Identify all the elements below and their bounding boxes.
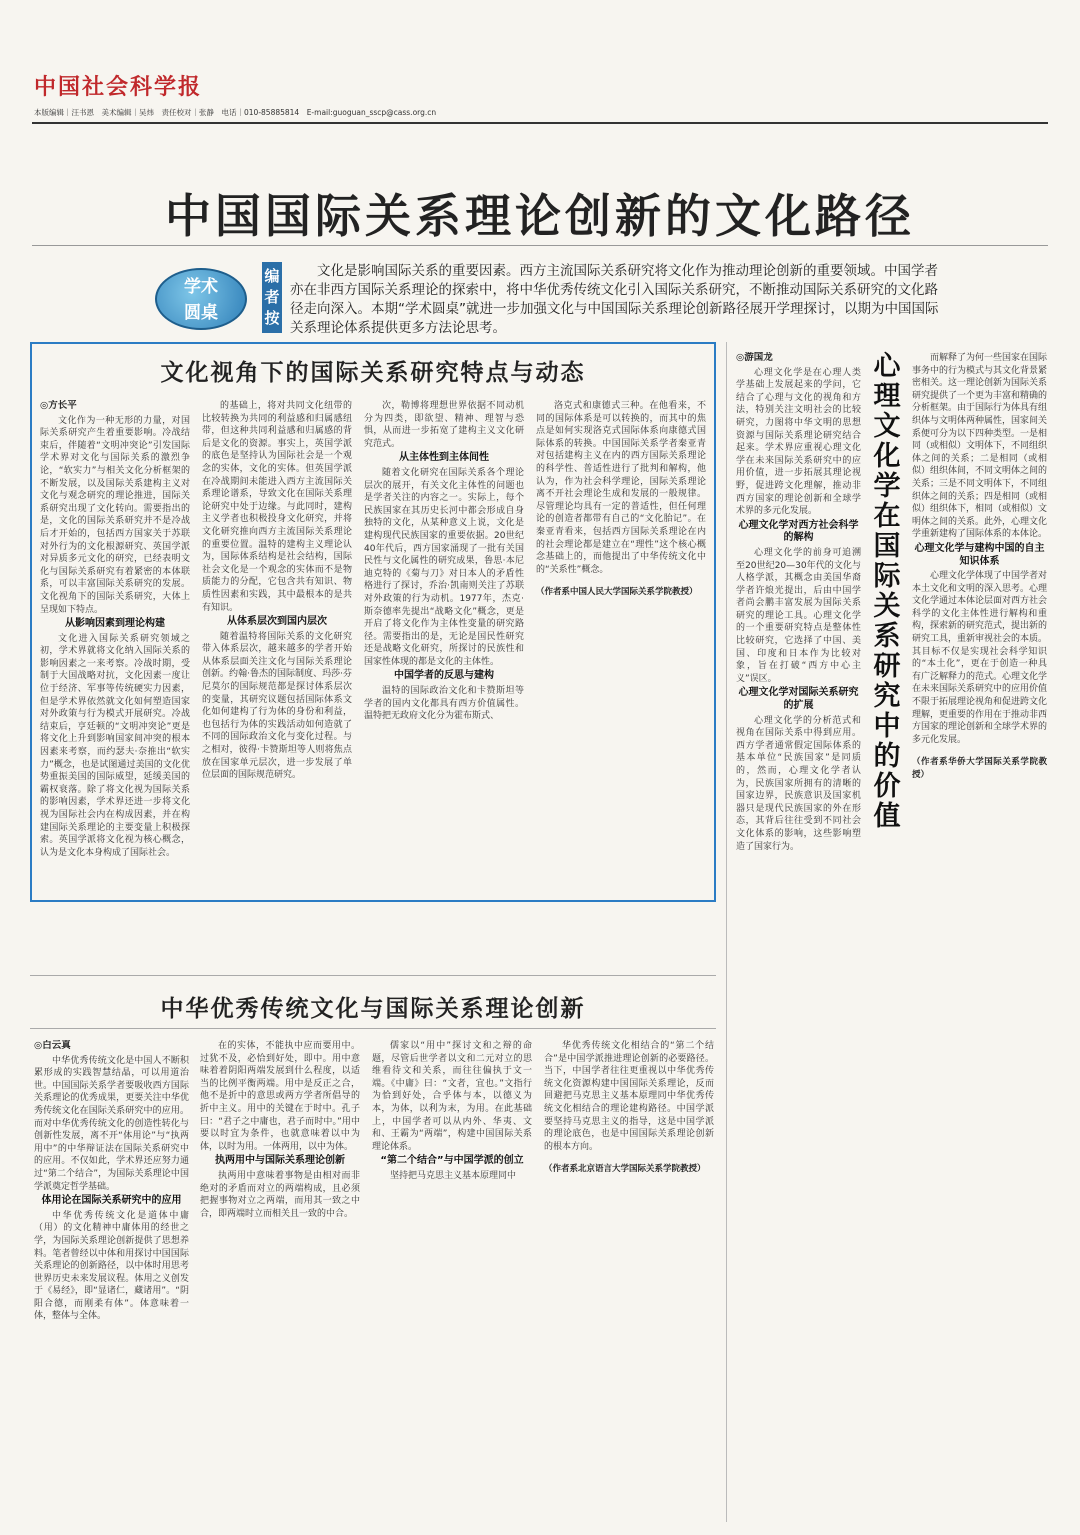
article-2-para: 在的实体，不能执中应而要用中。过犹不及，必恰到好处，即中。用中意味着着阴阳两端发展到什么程度，以适当的比例平衡两端。用中是反正之合，他不是折中的意思或两方学者所倡导的折中主义。用中的关键在于时中。孔子曰：“君子之中庸也，君子而时中。”用中要以时宜为条件，也就意味着以中为体，以时为用。一体两用，以中为体。 (200, 1041, 360, 1152)
article-1-subheading-2: 从体系层次到国内层次 (227, 616, 327, 628)
article-2-column-4 (544, 1040, 714, 1525)
editor-note: 文化是影响国际关系的重要因素。西方主流国际关系研究将文化作为推动理论创新的重要领域。中国学者亦在非西方国际关系理论的探索中，将中华优秀传统文化引入国际关系研究，不断推动国际关系研究的文化路径走向深入。本期“学术圆桌”就进一步加强文化与中国国际关系理论创新路径展开学理探讨，以期为中国国际关系理论体系提供更多方法论思考。 (290, 263, 939, 336)
article-2-column-2 (200, 1040, 360, 1525)
section-divider (30, 1028, 716, 1029)
article-2-subheading-3: “第二个结合”与中国学派的创立 (380, 1155, 524, 1167)
article-3-subheading-1: 心理文化学对西方社会科学的解构 (738, 519, 859, 544)
article-1-column-4 (536, 400, 706, 895)
article-2-para: 中华优秀传统文化是中国人不断积累形成的实践智慧结晶，可以用道治世。中国国际关系学者要吸收西方国际关系理论的优秀成果，更要关注中华优秀传统文化在国际关系研究中的应用。而对中华优秀传统文化的创造性转化与创新性发展，离不开“体用论”与“执两用中”的中华辩证法在国际关系研究中的应用。不仅如此，学术界还应努力通过“第二个结合”，为国际关系理论中国学派奠定哲学基础。 (34, 1055, 189, 1192)
editor-note-tag: 编者按 (262, 262, 282, 333)
article-3-para: 心理文化学是在心理人类学基础上发展起来的学问，它结合了心理与文化的视角和方法，特别关注文明社会的比较研究，力图将中华文明的思想资源与国际关系理论研究结合起来。学术界应重视心理文化学在未来国际关系研究中的应用价值，进一步拓展其理论视野，促进跨文化理解，推动非西方国家的理论创新和全球学术界的多元化发展。 (736, 367, 861, 517)
article-1-para: 文化进入国际关系研究领域之初，学术界就将文化纳入国际关系的影响因素之一来考察。冷战时期，受制于大国战略对抗，文化因素一度让位于经济、军事等传统硬实力因素，但是学术界依然就文化如何塑造国家对外政策与行为模式开展研究。冷战结束后，亨廷顿的“文明冲突论”更是将文化上升到影响国家间冲突的根本因素来考察，而约瑟夫·奈推出“软实力”概念，也是试图通过美国的文化优势重振美国的国际威望，延缓美国的霸权衰落。除了将文化视为国际关系的影响因素，学术界还进一步将文化视为国际社会内在构成因素，并在构建国际关系理论的主要变量上积极探索。英国学派将文化视为核心概念，认为是文化本身构成了国际社会。 (40, 633, 190, 858)
article-1-para: 随着温特将国际关系的文化研究带入体系层次，越来越多的学者开始从体系层面关注文化与国际关系理论创新。约翰·鲁杰的国际制度、玛莎·芬尼莫尔的国际规范都是探讨体系层次的变量，其研究议题包括国际体系文化如何建构了行为体的身份和利益，也包括行为体的实践活动如何造就了不同的国际政治文化与变化过程。与之相对，彼得·卡赞斯坦等人则将焦点放在国家单元层次，进一步发展了单位层面的国际规范研究。 (202, 631, 352, 781)
article-1-para: 文化作为一种无形的力量，对国际关系研究产生着重要影响。冷战结束后，伴随着“文明冲突论”引发国际学术界对文化与国际关系的激烈争论，“软实力”与相关文化分析框架的不断发展，以及国际关系建构主义对文化与观念研究的理论推进，国际关系研究出现了文化转向。需要指出的是，文化的国际关系研究并不是冷战后才开始的，包括西方国家关于苏联对外行为的文化根源研究、英国学派对异质多元文化的研究，已经表明文化与国际关系研究有着紧密的本体联系，可以丰富国际关系研究的发展。文化视角下的国际关系研究，大体上呈现如下特点。 (40, 415, 190, 615)
academic-roundtable-badge (155, 268, 247, 330)
article-1-column-3 (364, 400, 524, 895)
article-1-para: 洛克式和康德式三种。在他看来，不同的国际体系是可以转换的，而其中的焦点是如何实现洛克式国际体系向康德式国际体系的转换。中国国际关系学者秦亚青对包括建构主义在内的西方国际关系理论的科学性、普适性进行了批判和解构，他认为，作为社会科学理论，国际关系理论离不开社会理论生成和发展的一般规律。尽管理论均具有一定的普适性，但任何理论的创造者都带有自己的“文化胎记”。在秦亚青看来，包括西方国际关系理论在内的社会理论都是建立在“理性”这个核心概念基础上的，而他提出了中华传统文化中的“关系性”概念。 (536, 401, 706, 575)
title-divider (32, 245, 1048, 246)
article-1-subheading-3: 从主体性到主体间性 (399, 452, 489, 464)
article-2-column-3 (372, 1040, 532, 1525)
article-1-para: 次，勒博将理想世界依据不同动机分为四类，即欲望、精神、理智与恐惧，从而进一步拓宽了建构主义文化研究范式。 (364, 401, 524, 449)
article-3-title: 心理文化学在国际关系研究中的价值 (873, 351, 901, 832)
article-2-title: 中华优秀传统文化与国际关系理论创新 (160, 996, 586, 1022)
article-1-footnote: （作者系中国人民大学国际关系学院教授） (536, 587, 698, 598)
column-divider (726, 342, 727, 1522)
article-2-para: 华优秀传统文化相结合的“第二个结合”是中国学派推进理论创新的必要路径。当下，中国学者往往更重视以中华优秀传统文化资源构建中国国际关系理论，反而回避把马克思主义基本原理同中华优秀传统文化相结合的理论建构路径。中国学派要坚持马克思主义的指导，这是中国学派的理论底色，也是中国国际关系理论创新的根本方向。 (544, 1041, 714, 1152)
article-2-footnote: （作者系北京语言大学国际关系学院教授） (544, 1164, 706, 1175)
article-3-para: 心理文化学的前身可追溯至20世纪20—30年代的文化与人格学派，其概念由美国华裔学者许烺光提出，后由中国学者尚会鹏丰富发展为国际关系研究的理论工具。心理文化学的一个重要研究特点是整体性比较研究，它选择了中国、美国、印度和日本作为比较对象，旨在打破“西方中心主义”误区。 (736, 547, 861, 684)
article-3-para: 心理文化学的分析范式和视角在国际关系中得到应用。西方学者通常假定国际体系的基本单位“民族国家”是同质的，然而，心理文化学者认为，民族国家所拥有的清晰的国家边界，民族意识及国家机器只是现代民族国家的外在形态，其背后往往受到不同社会文化体系的影响，这些影响塑造了国家行为。 (736, 715, 861, 852)
article-2-para: 执两用中意味着事物是由相对而非绝对的矛盾而对立的两端构成，且必须把握事物对立之两端，而用其一致之中合，即两端时立而相关且一致的中合。 (200, 1170, 360, 1219)
article-2-subheading-1: 体用论在国际关系研究中的应用 (41, 1195, 182, 1207)
top-divider (32, 122, 1048, 124)
article-3-column-2 (912, 352, 1047, 1522)
badge-line-2: 圆桌 (184, 303, 218, 323)
article-1-author: ◎方长平 (40, 400, 77, 411)
article-1-subheading-4: 中国学者的反思与建构 (394, 670, 494, 682)
masthead: 中国社会科学报 (34, 74, 203, 100)
article-3-subheading-3: 心理文化学与建构中国的自主知识体系 (914, 542, 1045, 567)
article-3-author: ◎游国龙 (736, 352, 773, 363)
article-3-footnote: （作者系华侨大学国际关系学院教授） (912, 757, 1047, 780)
section-divider (30, 975, 716, 976)
article-1-para: 的基础上，将对共同文化纽带的比较转换为共同的利益感和归属感纽带，但这种共同利益感和归属感的背后是文化的资源。事实上，英国学派的底色是坚持认为国际社会是一个观念的实体，文化的实体。但英国学派在冷战期间未能进入西方主流国际关系理论谱系，导致文化在国际关系理论研究中处于边缘。与此同时，建构主义学者也积极投身文化研究，并将文化研究推向西方主流国际关系理论的重要位置。温特的建构主义理论认为，国际体系结构是社会结构，国际社会文化是一个观念的实体而不是物质能力的分配，它包含共有知识、物质性因素和实践，其中最根本的是共有知识。 (202, 401, 352, 613)
article-1-para: 温特的国际政治文化和卡赞斯坦等学者的国内文化都具有西方价值属性。温特把无政府文化分为霍布斯式、 (364, 686, 524, 722)
article-2-author: ◎白云真 (34, 1040, 71, 1051)
article-3-para: 而解释了为何一些国家在国际事务中的行为模式与其文化背景紧密相关。这一理论创新为国际关系研究提供了一个更为丰富和精确的分析框架。由于国际行为体具有组织体与文明体两种属性，国家间关系便可分为以下四种类型。一是相同（或相似）文明体下，不同组织体之间的关系；二是相同（或相似）组织体间，不同文明体之间的关系；三是不同文明体下，不同组织体之间的关系；四是相同（或相似）组织体下，相同（或相似）文明体之间的关系。此外，心理文化学重新建构了国际体系的本体论。 (912, 353, 1047, 540)
article-2-subheading-2: 执两用中与国际关系理论创新 (215, 1155, 345, 1167)
article-3-column-1 (736, 352, 861, 1522)
editors-line: 本版编辑｜汪书恩 美术编辑｜吴炜 责任校对｜张静 电话｜010-85885814 E-mail:guoguan_sscp@cass.org.cn (34, 108, 437, 117)
article-3-para: 心理文化学体现了中国学者对本土文化和文明的深入思考。心理文化学通过本体论层面对西方社会科学的文化主体性进行解构和重构，探索新的研究范式，提出新的研究工具，重新审视社会的本质。其目标不仅是实现社会科学知识的“本土化”，更在于创造一种具有广泛解释力的范式。心理文化学在未来国际关系研究中的应用价值不限于拓展理论视角和促进跨文化理解，更重要的作用在于推动非西方国家的理论创新和全球学术界的多元化发展。 (912, 571, 1047, 745)
page-title: 中国国际关系理论创新的文化路径 (165, 189, 915, 243)
article-2-column-1 (34, 1040, 189, 1525)
article-1-column-2 (202, 400, 352, 895)
article-2-para: 儒家以“用中”探讨文和之辩的命题，尽管后世学者以文和二元对立的思维看待文和关系，而往往偏执于文一端。《中庸》曰：“文者，宜也。”文指行为恰到好处，合乎体与本，以德义为本，为体，以利为末，为用。在此基础上，中国学者可以从内外、华夷、文和、王霸为“两端”，构建中国国际关系理论体系。 (372, 1041, 532, 1152)
badge-line-1: 学术 (184, 277, 218, 297)
article-2-para: 坚持把马克思主义基本原理同中 (390, 1170, 517, 1181)
article-1-title: 文化视角下的国际关系研究特点与动态 (160, 360, 586, 386)
article-2-para: 中华优秀传统文化是道体中庸（用）的文化精神中庸体用的经世之学，为国际关系理论创新提供了思想养料。笔者曾经以中体和用探讨中国国际关系理论的创新路径，以中体时用思考世界历史未来发展议程。体用之义创发于《易经》，即“显诸仁，藏诸用”。“阴阳合德，而刚柔有体”。体意味着一体，整体与全体。 (34, 1210, 189, 1322)
article-3-subheading-2: 心理文化学对国际关系研究的扩展 (738, 687, 859, 712)
article-1-column-1 (40, 400, 190, 895)
article-1-para: 随着文化研究在国际关系各个理论层次的展开，有关文化主体性的问题也是学者关注的内容之一。实际上，每个民族国家在其历史长河中都会形成自身独特的文化，从某种意义上说，文化是建构现代民族国家的重要依据。20世纪40年代后，西方国家涌现了一批有关国民性与文化属性的研究成果，鲁思·本尼迪克特的《菊与刀》对日本人的矛盾性格进行了探讨，乔治·凯南则关注了苏联对外政策的行为动机。1977年，杰克·斯奈德率先提出“战略文化”概念，更是开启了将文化作为主体性变量的研究路径。需要指出的是，无论是国民性研究还是战略文化研究，所探讨的民族性和国家性体现的都是文化的主体性。 (364, 467, 524, 667)
article-1-subheading-1: 从影响因素到理论构建 (65, 618, 165, 630)
